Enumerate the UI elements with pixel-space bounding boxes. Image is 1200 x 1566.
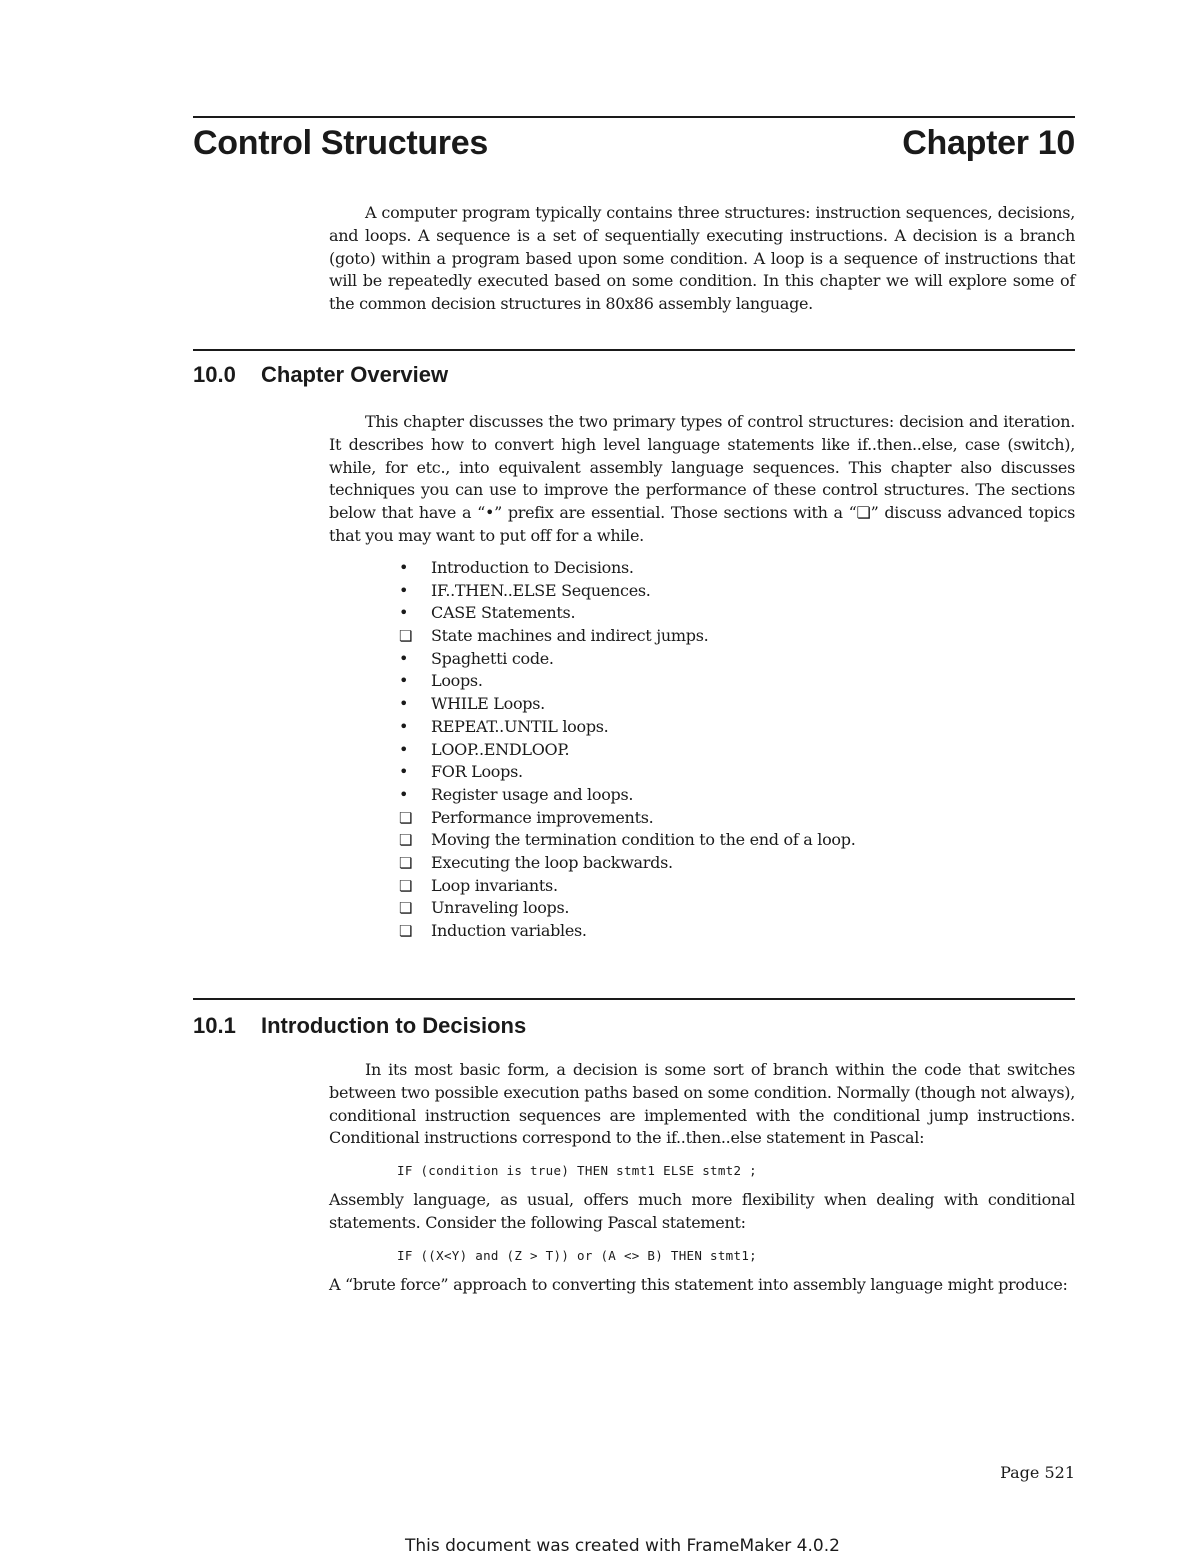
topic-label: Loops. (431, 671, 483, 691)
topic-label: Unraveling loops. (431, 898, 570, 918)
decisions-paragraph-2: Assembly language, as usual, offers much more flexibility when dealing with conditional statements. Consider the following Pascal statement: (329, 1190, 1075, 1232)
topic-list-item (399, 602, 856, 625)
topic-label: REPEAT..UNTIL loops. (431, 716, 609, 736)
bullet-icon: • (399, 762, 409, 782)
square-box-icon: ❏ (399, 922, 413, 940)
topic-list-item (399, 829, 856, 852)
section-heading-10-1 (193, 1013, 526, 1039)
topic-list-item (399, 784, 856, 807)
topic-label: Performance improvements. (431, 807, 654, 827)
bullet-icon: • (399, 694, 409, 714)
section-title: Introduction to Decisions (261, 1013, 527, 1038)
section-number: 10.1 (193, 1013, 236, 1038)
topic-list-item (399, 739, 856, 762)
intro-paragraph: A computer program typically contains three structures: instruction sequences, decisions, and loops. A sequence is a set of sequentially executing instructions. A decision is a branch (goto) within a program based upon some condition. A loop is a sequence of instructions that will be repeatedly executed based on some condition. In this chapter we will explore some of the common decision structures in 80x86 assembly language. (329, 203, 1075, 314)
bullet-icon: • (399, 716, 409, 736)
topic-label: WHILE Loops. (431, 694, 545, 714)
topic-list-item (399, 648, 856, 671)
section-rule-10-0 (193, 349, 1075, 351)
topic-list-item (399, 897, 856, 920)
topic-label: Moving the termination condition to the end of a loop. (431, 830, 856, 850)
topic-list-item (399, 580, 856, 603)
decisions-paragraph-3: A “brute force” approach to converting this statement into assembly language might produce: (329, 1275, 1068, 1294)
topic-label: Executing the loop backwards. (431, 852, 673, 872)
topic-label: CASE Statements. (431, 603, 576, 623)
topic-list-item (399, 670, 856, 693)
topic-label: LOOP..ENDLOOP. (431, 739, 570, 759)
chapter-header (193, 124, 1075, 163)
square-box-icon: ❏ (399, 808, 413, 827)
chapter-number: Chapter 10 (902, 124, 1075, 162)
bullet-icon: • (399, 558, 409, 577)
topic-list-item (399, 920, 856, 943)
bullet-icon: • (399, 784, 409, 804)
square-box-icon: ❏ (399, 853, 413, 872)
square-box-icon: ❏ (399, 876, 413, 895)
topic-list-item (399, 557, 856, 580)
topic-label: State machines and indirect jumps. (431, 626, 709, 646)
code-example-2: IF ((X<Y) and (Z > T)) or (A <> B) THEN stmt1; (397, 1248, 757, 1263)
topic-label: IF..THEN..ELSE Sequences. (431, 580, 651, 600)
topic-label: Register usage and loops. (431, 784, 634, 804)
overview-paragraph: This chapter discusses the two primary types of control structures: decision and iteration. It describes how to convert high level language statements like if..then..else, case (switch), while, for etc., into equivalent assembly language sequences. This chapter also discusses techniques you can use to improve the performance of these control structures. The sections below that have a “•” prefix are essential. Those sections with a “❏” discuss advanced topics that you may want to put off for a while. (329, 412, 1075, 545)
topic-list-item (399, 693, 856, 716)
topic-label: Spaghetti code. (431, 648, 554, 668)
footer-note: This document was created with FrameMaker 4.0.2 (405, 1536, 840, 1556)
bullet-icon: • (399, 648, 409, 668)
square-box-icon: ❏ (399, 899, 413, 918)
topic-label: FOR Loops. (431, 762, 523, 782)
chapter-title: Control Structures (193, 124, 488, 162)
square-box-icon: ❏ (399, 627, 413, 646)
top-rule (193, 116, 1075, 118)
topic-label: Introduction to Decisions. (431, 558, 634, 577)
decisions-paragraph-1: In its most basic form, a decision is some sort of branch within the code that switches between two possible execution paths based on some condition. Normally (though not always), conditional instruction sequences are implemented with the conditional jump instructions. Conditional instructions correspond to the if..then..else statement in Pascal: (329, 1060, 1075, 1148)
topic-list-item (399, 875, 856, 898)
topic-list-item (399, 761, 856, 784)
topic-list-item (399, 807, 856, 830)
bullet-icon: • (399, 739, 409, 759)
topic-list-item (399, 625, 856, 648)
section-title: Chapter Overview (261, 362, 449, 387)
section-heading-10-0 (193, 362, 448, 388)
topic-list-item (399, 716, 856, 739)
bullet-icon: • (399, 580, 409, 600)
square-box-icon: ❏ (399, 831, 413, 850)
bullet-icon: • (399, 603, 409, 623)
topic-list (399, 557, 856, 943)
topic-label: Induction variables. (431, 921, 587, 940)
page-number: Page 521 (1000, 1463, 1075, 1482)
topic-label: Loop invariants. (431, 875, 558, 895)
code-example-1: IF (condition is true) THEN stmt1 ELSE stmt2 ; (397, 1163, 757, 1178)
topic-list-item (399, 852, 856, 875)
section-number: 10.0 (193, 362, 236, 387)
bullet-icon: • (399, 671, 409, 691)
section-rule-10-1 (193, 998, 1075, 1000)
